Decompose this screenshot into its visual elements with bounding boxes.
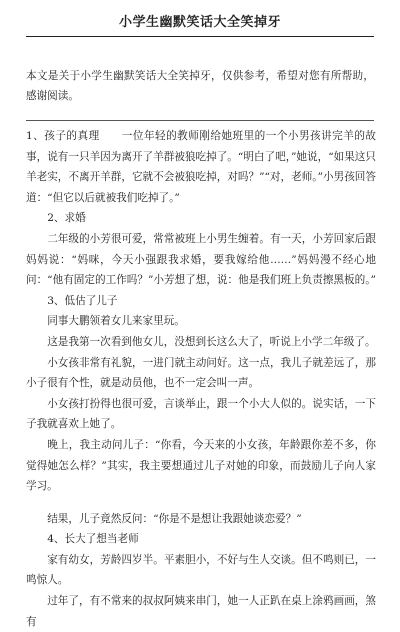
- heading-joke-3: 3、低估了儿子: [47, 294, 118, 307]
- paragraph-joke-1: 1、孩子的真理 一位年轻的教师刚给她班里的一个小男孩讲完羊的故事，说有一只羊因为离开了羊群被狼吃掉了。“明白了吧，”她说，“如果这只羊老实，不离开羊群，它就不会被狼吃掉，对吗？”“对，老师。”小男孩回答道：“但它以后就被我们吃掉了。”: [26, 130, 376, 204]
- paragraph-joke-2: 二年级的小芳很可爱，常常被班上小男生缠着。有一天，小芳回家后跟妈妈说：“妈咪，今天小强跟我求婚，要我嫁给他……”妈妈漫不经心地问：“他有固定的工作吗？”小芳想了想，说：他是我们班上负责擦黑板的。”: [26, 232, 376, 287]
- intro-paragraph: 本文是关于小学生幽默笑话大全笑掉牙，仅供参考，希望对您有所帮助，感谢阅读。: [26, 70, 374, 102]
- paragraph-joke-4-b: 过年了，有不常来的叔叔阿姨来串门，她一人正趴在桌上涂鸦画画，煞有: [26, 595, 376, 628]
- title-underline: [26, 36, 374, 37]
- paragraph-joke-3-f: 结果，儿子竟然反问：“你是不是想让我跟她谈恋爱？”: [47, 512, 302, 525]
- page-title: 小学生幽默笑话大全笑掉牙: [118, 15, 281, 30]
- paragraph-joke-3-e: 晚上，我主动问儿子：“你看，今天来的小女孩，年龄跟你差不多，你觉得她怎么样？”其实，我主要想通过儿子对她的印象，而鼓励儿子向人家学习。: [26, 438, 376, 493]
- paragraph-joke-3-d: 小女孩打扮得也很可爱，言谈举止，跟一个小大人似的。说实话，一下子我就喜欢上她了。: [26, 397, 376, 431]
- paragraph-joke-4-a: 家有幼女，芳龄四岁半。平素胆小，不好与生人交谈。但不鸣则已，一鸣惊人。: [26, 553, 376, 587]
- article-body: [26, 126, 376, 632]
- paragraph-joke-3-a: 同事大鹏领着女儿来家里玩。: [47, 315, 185, 328]
- paragraph-joke-3-c: 小女孩非常有礼貌，一进门就主动问好。这一点，我儿子就差远了，那小子很有个性，就是动员他，也不一定会叫一声。: [26, 356, 376, 390]
- section-divider: [26, 120, 374, 121]
- heading-joke-4: 4、长大了想当老师: [47, 533, 139, 546]
- heading-joke-2: 2、求婚: [47, 212, 86, 225]
- paragraph-joke-3-b: 这是我第一次看到他女儿，没想到长这么大了，听说上小学二年级了。: [47, 335, 376, 348]
